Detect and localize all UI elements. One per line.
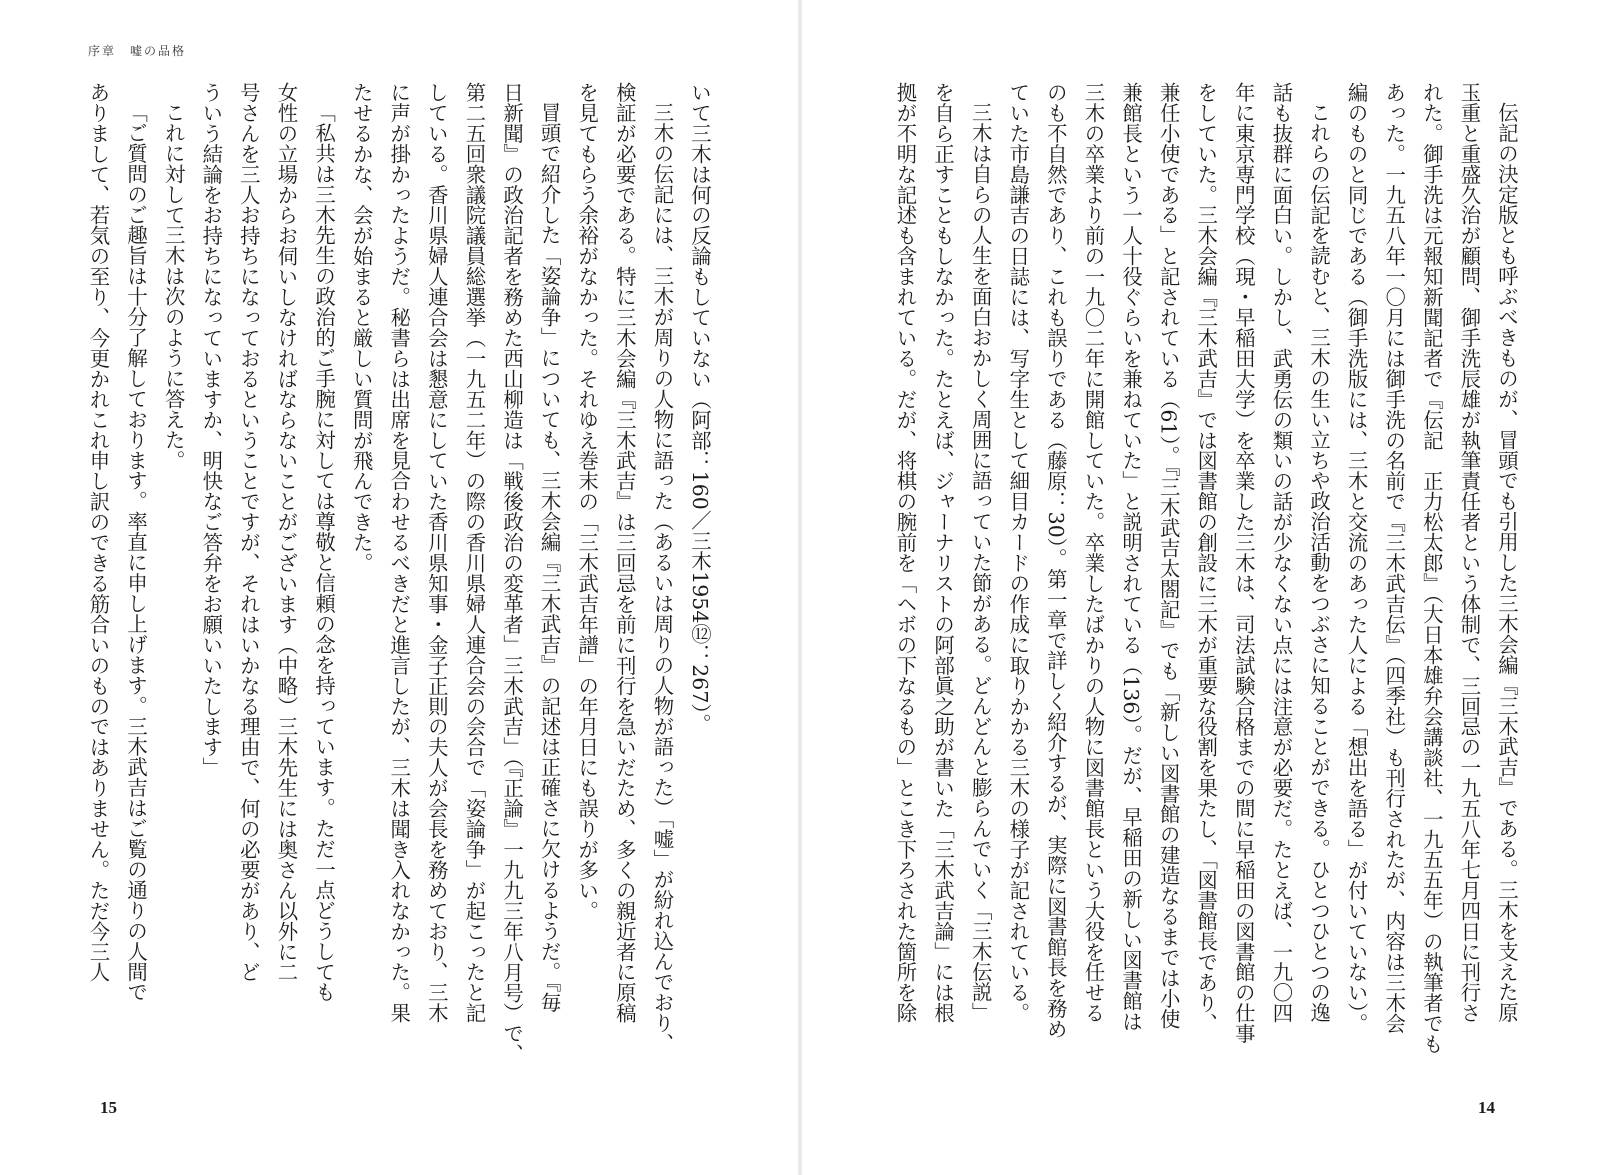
running-head: 序章 嘘の品格 <box>88 44 187 58</box>
text-line: 三木は自らの人生を面白おかしく周囲に語っていた節がある。どんどんと膨らんでいく「三木伝説」 <box>968 102 993 1024</box>
text-line: 兼館長という一人十役ぐらいを兼ねていた」と説明されている（136）。だが、早稲田の新しい図書館は <box>1119 82 1144 1032</box>
left-page-text <box>78 82 718 1090</box>
text-line: ていた市島謙吉の日誌には、写字生として細目カードの作成に取りかかる三木の様子が記されている。 <box>1006 82 1031 1024</box>
text-line: を自ら正すこともしなかった。たとえば、ジャーナリストの阿部眞之助が書いた「三木武吉論」には根 <box>931 82 956 1024</box>
text-line: のも不自然であり、これも誤りである（藤原：30）。第一章で詳しく紹介するが、実際に図書館長を務め <box>1043 82 1068 1040</box>
text-line: いて三木は何の反論もしていない（阿部：160／三木1954⑫：267）。 <box>688 82 712 735</box>
text-line: たせるかな、会が始まると厳しい質問が飛んできた。 <box>349 82 374 574</box>
text-line: 冒頭で紹介した「姿論争」についても、三木会編『三木武吉』の記述は正確さに欠けるようだ。『毎 <box>537 102 562 1013</box>
text-line: している。香川県婦人連合会は懇意にしていた香川県知事・金子正則の夫人が会長を務めており、三木 <box>424 82 449 1024</box>
text-line: に声が掛かったようだ。秘書らは出席を見合わせるべきだと進言したが、三木は聞き入れなかった。果 <box>387 82 412 1024</box>
text-line: 三木の伝記には、三木が周りの人物に語った（あるいは周りの人物が語った）「嘘」が紛れ込んでおり、 <box>650 102 675 1054</box>
right-page-text <box>893 82 1525 1090</box>
text-line: 「私共は三木先生の政治的ご手腕に対しては尊敬と信頼の念を持っています。ただ一点どうしても <box>312 102 337 1003</box>
page-number-right: 14 <box>1478 1098 1495 1117</box>
text-line: これに対して三木は次のように答えた。 <box>161 102 186 471</box>
text-line: 兼任小使である」と記されている（61）。『三木武吉太閤記』でも「新しい図書館の建造なるまでは小使 <box>1156 82 1181 1029</box>
text-line: 三木の卒業より前の一九〇二年に開館していた。卒業したばかりの人物に図書館長という大役を任せる <box>1081 82 1106 1024</box>
text-line: 第二五回衆議院議員総選挙（一九五二年）の際の香川県婦人連合会の会合で「姿論争」が起こったと記 <box>462 82 487 1024</box>
text-line: ういう結論をお持ちになっていますか、明快なご答弁をお願いいたします」 <box>199 82 224 778</box>
text-line: 「ご質問のご趣旨は十分了解しております。率直に申し上げます。三木武吉はご覧の通りの人間で <box>124 102 149 1003</box>
text-line: 玉重と重盛久治が顧問、御手洗辰雄が執筆責任者という体制で、三回忌の一九五八年七月四日に刊行さ <box>1457 82 1482 1024</box>
text-line: ありまして、若気の至り、今更かれこれ申し訳のできる筋合いのものではありません。ただ今三人 <box>86 82 111 983</box>
text-line: をしていた。三木会編『三木武吉』では図書館の創設に三木が重要な役割を果たし、「図書館長であり、 <box>1194 82 1219 1034</box>
text-line: を見てもらう余裕がなかった。それゆえ巻末の「三木武吉年譜」の年月日にも誤りが多い。 <box>575 82 600 921</box>
text-line: れた。御手洗は元報知新聞記者で『伝記 正力松太郎』（大日本雄弁会講談社、一九五五年）の執筆者でも <box>1419 82 1444 1054</box>
book-gutter <box>798 0 802 1175</box>
text-line: 日新聞』の政治記者を務めた西山柳造は「戦後政治の変革者」三木武吉」（『正論』一九九三年八月号）で、 <box>500 82 525 1065</box>
text-line: 拠が不明な記述も含まれている。だが、将棋の腕前を「ヘボの下なるもの」とこき下ろされた箇所を除 <box>893 82 918 1024</box>
text-line: 号さんを三人お持ちになっておるということですが、それはいかなる理由で、何の必要があり、ど <box>236 82 261 983</box>
text-line: 検証が必要である。特に三木会編『三木武吉』は三回忌を前に刊行を急いだため、多くの親近者に原稿 <box>612 82 637 1024</box>
text-line: 伝記の決定版とも呼ぶべきものが、冒頭でも引用した三木会編『三木武吉』である。三木を支えた原 <box>1495 102 1519 1024</box>
text-line: これらの伝記を読むと、三木の生い立ちや政治活動をつぶさに知ることができる。ひとつひとつの逸 <box>1307 102 1332 1024</box>
text-line: 編のものと同じである（御手洗版には、三木と交流のあった人による「想出を語る」が付いていない）。 <box>1344 82 1369 1034</box>
text-line: 女性の立場からお伺いしなければならないことがございます（中略）三木先生には奥さん以外に二 <box>274 82 299 983</box>
text-line: 年に東京専門学校（現・早稲田大学）を卒業した三木は、司法試験合格までの間に早稲田の図書館の仕事 <box>1231 82 1256 1044</box>
page-number-left: 15 <box>100 1098 117 1117</box>
text-line: 話も抜群に面白い。しかし、武勇伝の類いの話が少なくない点には注意が必要だ。たとえば、一九〇四 <box>1269 82 1294 1024</box>
text-line: あった。一九五八年一〇月には御手洗の名前で『三木武吉伝』（四季社）も刊行されたが、内容は三木会 <box>1382 82 1407 1034</box>
